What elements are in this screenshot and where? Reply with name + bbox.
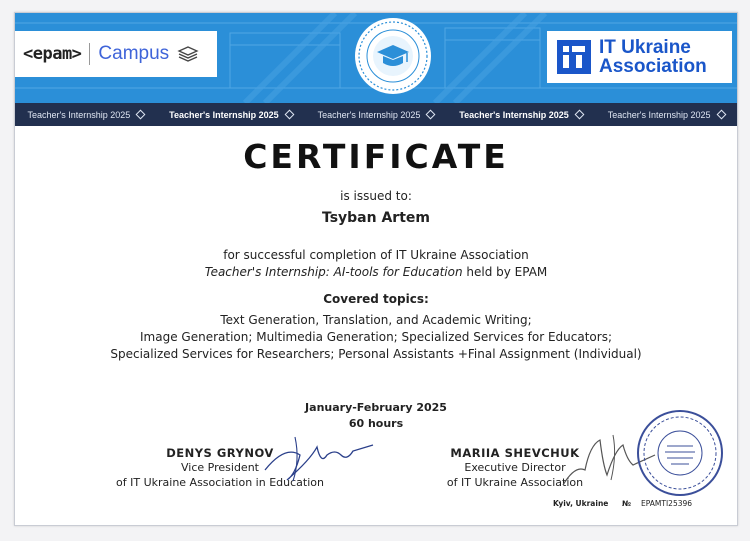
diamond-icon: [716, 110, 726, 120]
header-banner: [15, 13, 737, 103]
strip-item: Teacher's Internship 2025: [608, 110, 725, 120]
signatory-role: of IT Ukraine Association in Education: [116, 476, 324, 489]
signatory-role: Vice President: [181, 461, 259, 474]
it-ukraine-logo: [547, 31, 732, 83]
course-line: [15, 265, 737, 279]
it-ukraine-line1: IT Ukraine: [599, 37, 691, 58]
covered-topics-heading: Covered topics:: [323, 292, 429, 306]
campus-label: Campus: [98, 43, 170, 64]
number-sign: №: [622, 499, 632, 508]
diamond-icon: [284, 110, 294, 120]
topics-line: Specialized Services for Researchers; Personal Assistants +Final Assignment (Individual): [110, 347, 642, 361]
epam-brand: <epam>: [23, 44, 82, 64]
program-strip: [15, 103, 737, 126]
completion-line: for successful completion of IT Ukraine Association: [223, 248, 529, 262]
signature-grynov: [255, 425, 385, 485]
official-stamp: [635, 408, 725, 498]
strip-item: Teacher's Internship 2025: [169, 110, 293, 120]
logo-divider: [89, 43, 90, 65]
course-name: Teacher's Internship: AI-tools for Education: [204, 265, 463, 279]
topics-line: Image Generation; Multimedia Generation; Specialized Services for Educators;: [140, 330, 612, 344]
strip-item: Teacher's Internship 2025: [27, 110, 144, 120]
it-ukraine-mark-icon: [557, 40, 591, 74]
recipient-name: Tsyban Artem: [322, 210, 430, 226]
place-label: Kyiv, Ukraine: [553, 499, 609, 508]
certificate-page: [14, 12, 738, 526]
strip-item: Teacher's Internship 2025: [459, 110, 583, 120]
signatory-role: of IT Ukraine Association: [446, 476, 584, 489]
course-period: January-February 2025: [305, 401, 447, 414]
graduation-cap-icon: [353, 16, 433, 96]
issued-to-label: is issued to:: [340, 189, 412, 203]
course-suffix: held by EPAM: [462, 265, 548, 279]
certificate-number: EPAMTI25396: [641, 499, 693, 508]
it-ukraine-line2: Association: [599, 56, 707, 77]
signatory-name: DENYS GRYNOV: [166, 446, 274, 460]
diamond-icon: [574, 110, 584, 120]
diamond-icon: [426, 110, 436, 120]
topics-line: Text Generation, Translation, and Academic Writing;: [220, 313, 532, 327]
strip-item: Teacher's Internship 2025: [318, 110, 435, 120]
diamond-icon: [136, 110, 146, 120]
epam-campus-logo: [15, 31, 217, 77]
certificate-title: CERTIFICATE: [243, 137, 509, 176]
signatory-role: Executive Director: [464, 461, 566, 474]
course-hours: 60 hours: [348, 417, 404, 430]
layers-icon: [177, 45, 199, 63]
signatory-name: MARIIA SHEVCHUK: [450, 446, 580, 460]
